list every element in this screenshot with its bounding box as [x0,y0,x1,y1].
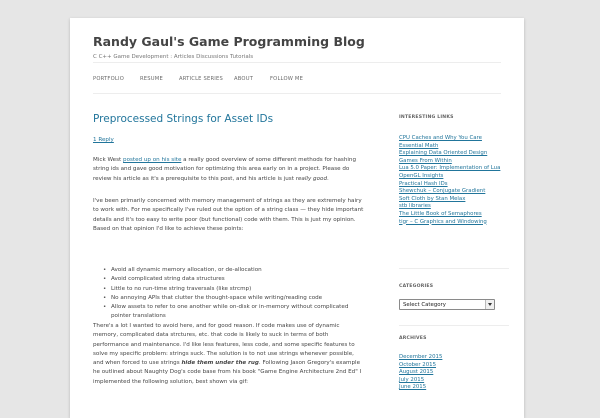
post-title[interactable]: Preprocessed Strings for Asset IDs [93,113,274,125]
list-item: • Allow assets to refer to one another while on-disk or in-memory without complicated pointer translations [103,303,365,322]
paragraph-text: . [327,175,329,182]
paragraph-text: There's a lot I wanted to avoid here, and for good reason. If code makes use of dynamic memory, complicated data strctures, etc. that code is likely to suck in terms of both performance and maintenance. I'd like less features, less code, and some specific features to solve my specific problem: strings suck. The solution is to not use strings whenever possible, and when forced to use strings [93,323,355,367]
main-navigation [93,62,501,94]
archive-link[interactable]: August 2015 [399,369,434,376]
sidebar-link[interactable]: Games From Within [399,157,452,164]
post-paragraph-1 [93,156,365,184]
mick-west-link[interactable]: posted up on his site [123,157,182,163]
nav-item-portfolio[interactable]: PORTFOLIO [93,76,124,82]
emphasis-text: really good [295,175,327,182]
page-container [70,18,524,418]
archive-link[interactable]: December 2015 [399,354,443,360]
sidebar-link[interactable]: CPU Caches and Why You Care [399,135,482,141]
site-description: C C++ Game Development : Articles Discussions Tutorials [93,54,254,60]
categories-title: CATEGORIES [399,284,434,289]
strong-text: hide them under the rug [181,360,259,367]
paragraph-text: a really good overview of some different methods for hashing string ids and gave good motivation for optimizing this area early on in a project. Please do review his article as it's a prerequisite to this post, and his article is just [93,157,357,182]
paragraph-text: . Following Jason Gregory's example he outlined about Naughty Dog's code base from his book "Game Engine Architecture 2nd Ed" I implemented the following solution, best shown via gif: [93,360,362,385]
nav-item-about[interactable]: ABOUT [234,76,254,82]
archive-link[interactable]: October 2015 [399,361,437,368]
sidebar-link[interactable]: Explaining Data Oriented Design [399,150,488,157]
list-item: • Avoid complicated string data structures [103,275,365,284]
reply-link[interactable]: 1 Reply [93,137,114,143]
paragraph-text: I've been primarily concerned with memory management of strings as they are extremely hairy to work with. For me specifically I've ruled out the option of a string class — they hide important details and it's too easy to write poor (but functional) code with them. This is just my opinion. Based on that opinion I'd like to achieve these points: [93,198,364,232]
archive-link[interactable]: June 2015 [399,384,427,391]
paragraph-text: Mick West [93,157,124,163]
category-select[interactable] [399,299,495,310]
archive-link[interactable]: July 2015 [399,376,425,383]
list-item: • Little to no run-time string traversals (like strcmp) [103,285,365,294]
sidebar-link[interactable]: Practical Hash IDs [399,180,448,187]
list-item: • No annoying APIs that clutter the thought-space while writing/reading code [103,294,365,303]
sidebar-link[interactable]: The Little Book of Semaphores [399,210,482,217]
sidebar-link[interactable]: stb libraries [399,203,431,210]
archives-list [399,354,442,392]
nav-item-article-series[interactable]: ARTICLE SERIES [179,76,223,82]
sidebar-link[interactable]: tigr – C Graphics and Windowing [399,218,487,225]
sidebar-link[interactable]: OpenGL Insights [399,172,444,179]
sidebar-link[interactable]: Shewchuk – Conjugate Gradient [399,188,486,195]
sidebar-link[interactable]: Soft Cloth by Stan Melax [399,195,466,202]
archives-title: ARCHIVES [399,336,427,341]
widget-divider [399,325,509,326]
requirements-list [103,266,365,322]
interesting-links-title: INTERESTING LINKS [399,115,454,120]
nav-item-resume[interactable]: RESUME [140,76,163,82]
list-item: • Avoid all dynamic memory allocation, or de-allocation [103,266,365,275]
sidebar-link[interactable]: Essential Math [399,142,439,149]
sidebar-link[interactable]: Lua 5.0 Paper: Implementation of Lua [399,165,501,172]
widget-divider [399,268,509,269]
category-select-value: Select Category [403,302,446,308]
post-paragraph-2 [93,197,365,234]
nav-item-follow-me[interactable]: FOLLOW ME [270,76,304,82]
post-paragraph-3 [93,322,365,387]
site-title[interactable]: Randy Gaul's Game Programming Blog [93,34,365,49]
chevron-down-icon [485,300,494,309]
interesting-links-list [399,135,500,226]
